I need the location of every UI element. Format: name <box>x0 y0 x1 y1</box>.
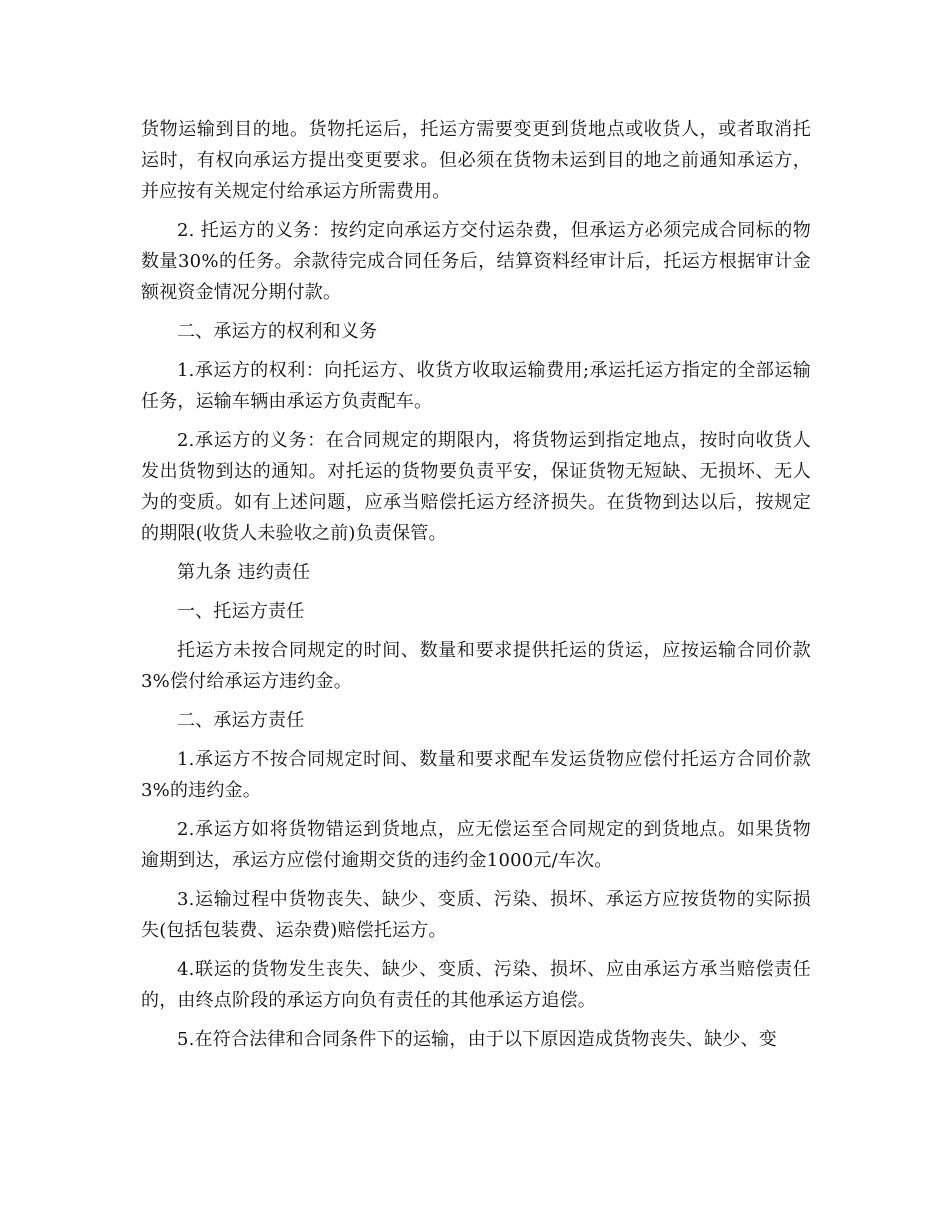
paragraph-carrier-obligations: 2.承运方的义务：在合同规定的期限内，将货物运到指定地点，按时向收货人发出货物到达的通知。对托运的货物要负责平安，保证货物无短缺、无损坏、无人为的变质。如有上述问题，应承当赔偿托运方经济损失。在货物到达以后，按规定的期限(收货人未验收之前)负责保管。 <box>141 430 811 544</box>
paragraph-shipper-liability: 托运方未按合同规定的时间、数量和要求提供托运的货运，应按运输合同价款3%偿付给承运方违约金。 <box>141 640 811 692</box>
paragraph-carrier-liability-5: 5.在符合法律和合同条件下的运输，由于以下原因造成货物丧失、缺少、变 <box>177 1029 777 1050</box>
heading-shipper-liability: 一、托运方责任 <box>177 601 305 622</box>
document-body <box>141 114 811 1063</box>
paragraph-carrier-liability-4: 4.联运的货物发生丧失、缺少、变质、污染、损坏、应由承运方承当赔偿责任的，由终点阶段的承运方向负有责任的其他承运方追偿。 <box>141 959 811 1011</box>
heading-carrier-liability: 二、承运方责任 <box>177 710 305 731</box>
paragraph-shipper-obligations: 2. 托运方的义务：按约定向承运方交付运杂费，但承运方必须完成合同标的物数量30%的任务。余款待完成合同任务后，结算资料经审计后，托运方根据审计金额视资金情况分期付款。 <box>141 220 811 303</box>
paragraph-carrier-liability-2: 2.承运方如将货物错运到货地点，应无偿运至合同规定的到货地点。如果货物逾期到达，承运方应偿付逾期交货的违约金1000元/车次。 <box>141 819 811 871</box>
paragraph-carrier-liability-1: 1.承运方不按合同规定时间、数量和要求配车发运货物应偿付托运方合同价款3%的违约金。 <box>141 749 811 801</box>
paragraph-goods-change-rights: 货物运输到目的地。货物托运后，托运方需要变更到货地点或收货人，或者取消托运时，有权向承运方提出变更要求。但必须在货物未运到目的地之前通知承运方，并应按有关规定付给承运方所需费用。 <box>141 119 811 202</box>
paragraph-carrier-liability-3: 3.运输过程中货物丧失、缺少、变质、污染、损坏、承运方应按货物的实际损失(包括包装费、运杂费)赔偿托运方。 <box>141 889 811 941</box>
heading-carrier-rights-obligations: 二、承运方的权利和义务 <box>177 321 378 342</box>
paragraph-carrier-rights: 1.承运方的权利：向托运方、收货方收取运输费用;承运托运方指定的全部运输任务，运输车辆由承运方负责配车。 <box>141 360 811 412</box>
heading-article-nine: 第九条 违约责任 <box>177 562 311 583</box>
